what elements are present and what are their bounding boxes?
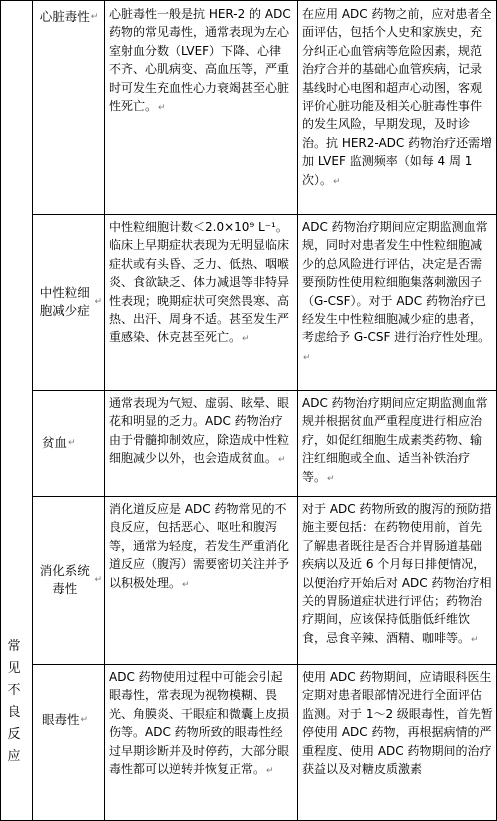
row-name-ocular-toxicity: 眼毒性 ↵ bbox=[42, 712, 89, 727]
row-management-gi-toxicity: 对于 ADC 药物所致的腹泻的预防措施主要包括：在药物使用前，首先了解患者既往是否合并胃肠道基础疾病以及近 6 个月每日排便情况，以便治疗开始后对 ADC 药物治疗相关的胃肠道症状进行评估；药物治疗期间，应该保持低脂低纤维饮食，忌食辛辣、酒精、咖啡等。↵ bbox=[302, 502, 492, 645]
category-char: 不 bbox=[7, 683, 21, 698]
row-management-cardiac: 在应用 ADC 药物之前，应对患者全面评估，包括个人史和家族史，充分纠正心血管病等危险因素，规范治疗合并的基础心血管疾病，记录基线时心电图和超声心动图，客观评价心脏功能及相关心脏毒性事件的发生风险，早期发现，及时诊治。抗 HER2-ADC 药物治疗还需增加 LVEF 监测频率（如每 4 周 1 次）。↵ bbox=[302, 7, 493, 187]
category-char: 常 bbox=[7, 639, 21, 654]
column-divider bbox=[297, 0, 298, 821]
row-description-ocular-toxicity: ADC 药物使用过程中可能会引起眼毒性，常表现为视物模糊、畏光、角膜炎、干眼症和微囊上皮损伤等。ADC 药物所致的眼毒性经过早期诊断并及时停药，大部分眼毒性都可以逆转并恢复正常。↵ bbox=[109, 670, 290, 777]
row-name-text: 眼毒性 bbox=[42, 712, 80, 727]
column-divider bbox=[32, 0, 33, 821]
row-name-text: 心脏毒性 bbox=[39, 9, 90, 24]
column-divider bbox=[0, 0, 1, 821]
category-char: 应 bbox=[7, 749, 21, 764]
row-description-gi-toxicity: 消化道反应是 ADC 药物常见的不良反应，包括恶心、呕吐和腹泻等，通常为轻度，若发生严重消化道反应（腹泻）需要密切关注并予以积极处理。↵ bbox=[109, 502, 290, 590]
table-border bbox=[0, 0, 497, 1]
row-name-gi-toxicity: 消化系统毒性 ↵ bbox=[36, 497, 102, 663]
row-name-text: 消化系统毒性 bbox=[39, 563, 90, 596]
row-name-cardiac: 心脏毒性 ↵ bbox=[39, 9, 99, 24]
row-management-anemia: ADC 药物治疗期间应定期监测血常规并根据贫血严重程度进行相应治疗，如促红细胞生成素类药物、输注红细胞或全血、适当补铁治疗等。↵ bbox=[302, 396, 488, 484]
row-name-text: 贫血 bbox=[42, 435, 68, 450]
category-label bbox=[6, 636, 22, 768]
row-description-anemia: 通常表现为气短、虚弱、眩晕、眼花和明显的乏力。ADC 药物治疗由于骨髓抑制效应，除造成中性粒细胞减少以外，也会造成贫血。↵ bbox=[109, 396, 290, 466]
row-management-neutropenia: ADC 药物治疗期间应定期监测血常规，同时对患者发生中性粒细胞减少的总风险进行评估，决定是否需要预防性使用粒细胞集落刺激因子（G-CSF）。对于 ADC 药物治疗已经发生中性粒细胞减少症的患者，考虑给予 G-CSF 进行治疗性处理。↵ bbox=[302, 220, 491, 363]
row-name-neutropenia: 中性粒细胞减少症 ↵ bbox=[36, 215, 102, 389]
row-description-cardiac: 心脏毒性一般是抗 HER-2 的 ADC 药物的常见毒性，通常表现为左心室射血分数（LVEF）下降、心律不齐、心肌病变、高血压等，严重时可发生充血性心力衰竭甚至心脏性死亡。↵ bbox=[109, 7, 291, 114]
category-char: 良 bbox=[7, 705, 21, 720]
category-char: 见 bbox=[7, 661, 21, 676]
category-char: 反 bbox=[7, 727, 21, 742]
column-divider bbox=[104, 0, 105, 821]
row-name-anemia: 贫血 ↵ bbox=[42, 435, 76, 450]
row-name-text: 中性粒细胞减少症 bbox=[39, 285, 90, 318]
row-management-ocular-toxicity: 使用 ADC 药物期间，应请眼科医生定期对患者眼部情况进行全面评估监测。对于 1～2 级眼毒性，首先暂停使用 ADC 药物，再根据病情的严重程度、使用 ADC 药物期间的治疗获益以及对糖皮质激素 bbox=[302, 670, 493, 777]
row-description-neutropenia: 中性粒细胞计数＜2.0×10⁹ L⁻¹。临床上早期症状表现为无明显临床症状或有头昏、乏力、低热、咽喉炎、食欲缺乏、体力减退等非特异性表现；晚期症状可突然畏寒、高热、出汗、周身不适。甚至发生严重感染、休克甚至死亡。↵ bbox=[109, 220, 290, 345]
